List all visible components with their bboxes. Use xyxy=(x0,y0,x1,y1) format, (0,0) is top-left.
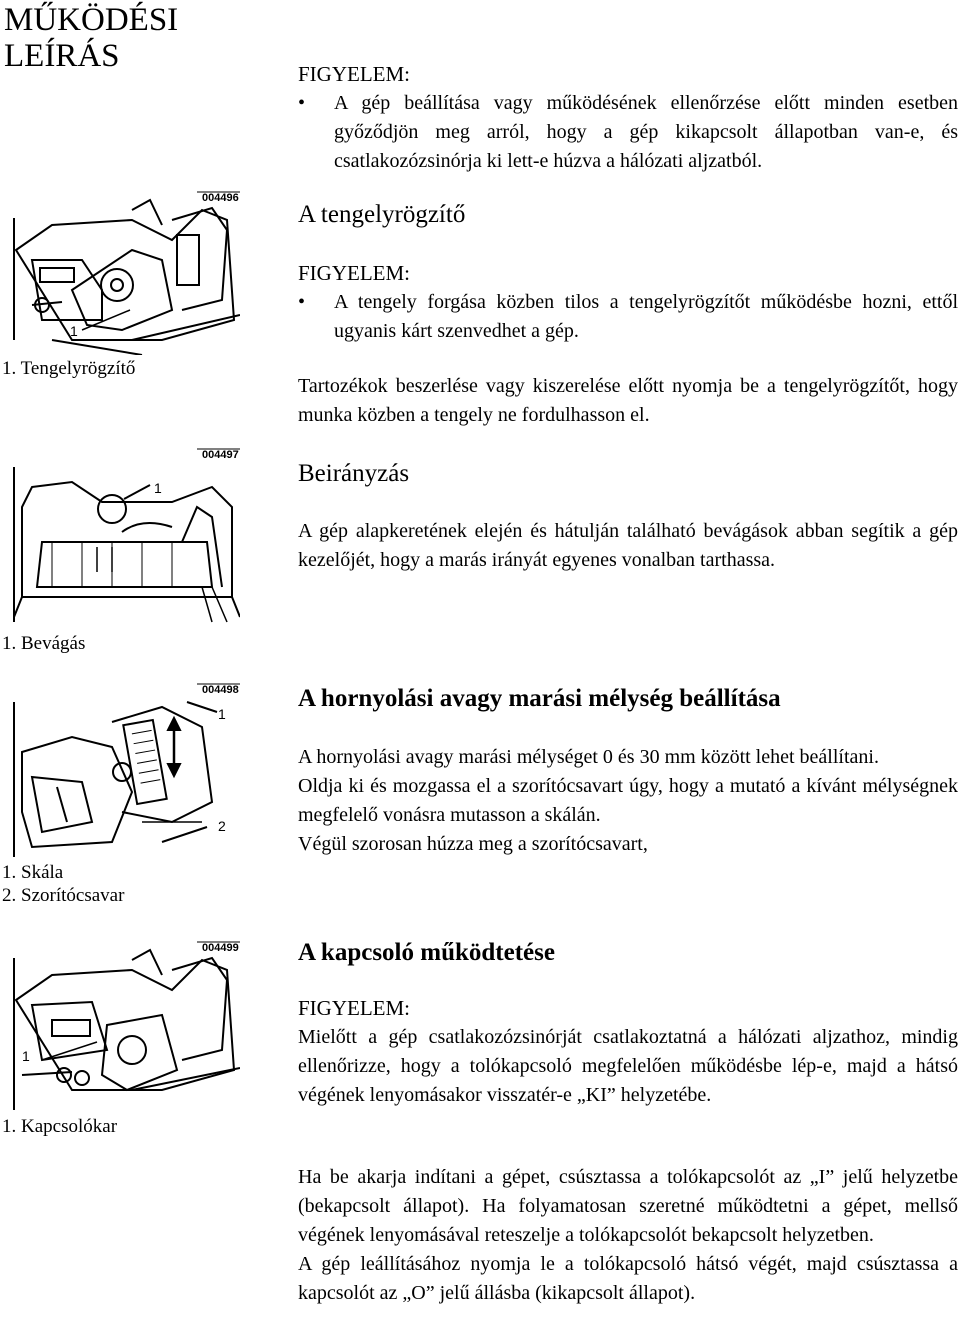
bullet-icon: • xyxy=(298,92,306,114)
figure-caption: 1. Bevágás xyxy=(2,633,86,654)
figure-depth xyxy=(12,682,240,860)
figure-shaft-lock xyxy=(12,190,240,355)
paragraph: Oldja ki és mozgassa el a szorítócsavart úgy, hogy a mutató a kívánt mélységnek megfelelő vonásra mutasson a skálán. xyxy=(298,775,958,826)
figure-shaft-lock-drawing xyxy=(12,190,240,355)
paragraph: A gép alapkeretének elején és hátulján található bevágások abban segítik a gép kezelőjét, hogy a marás irányát egyenes vonalban tarthassa. xyxy=(298,520,958,571)
figure-code: 004497 xyxy=(202,449,239,461)
section-heading: Beirányzás xyxy=(298,460,410,487)
page-title-line-1: MŰKÖDÉSI xyxy=(4,2,179,38)
figure-caption: 1. Kapcsolókar xyxy=(2,1116,118,1137)
paragraph: Ha be akarja indítani a gépet, csúsztassa a tolókapcsolót az „I” jelű helyzetbe (bekapcsolt állapot). Ha folyamatosan szeretné működtetni a gépet, mellső végének lenyomásával reteszelje a tolókapcsolót bekapcsolt helyzetben. xyxy=(298,1166,958,1246)
warning-list-item xyxy=(298,89,958,176)
figure-callout: 1 xyxy=(22,1048,30,1064)
section-heading: A hornyolási avagy marási mélység beállítása xyxy=(298,685,781,712)
paragraph: Mielőtt a gép csatlakozózsinórját csatlakoztatná a hálózati aljzathoz, mindig ellenőrizze, hogy a tolókapcsoló megfelelően működésbe lép-e, majd a hátsó végének lenyomásakor visszatér-e „KI” helyzetébe. xyxy=(298,1026,958,1106)
warning-label: FIGYELEM: xyxy=(298,996,410,1020)
paragraph: Tartozékok beszerlése vagy kiszerelése előtt nyomja be a tengelyrögzítőt, hogy munka közben a tengely ne fordulhasson el. xyxy=(298,375,958,426)
figure-alignment-drawing xyxy=(12,447,240,627)
section-switch-body xyxy=(298,1163,958,1308)
section-depth xyxy=(298,684,958,714)
figure-caption: 1. Skála xyxy=(2,862,64,883)
bullet-icon: • xyxy=(298,291,306,313)
section-warning-top xyxy=(298,60,958,176)
section-switch-warning xyxy=(298,994,958,1110)
warning-text: A gép beállítása vagy működésének ellenőrzése előtt minden esetben győződjön meg arról, hogy a gép kikapcsolt állapotban van-e, és csatlakozózsinórja ki lett-e húzva a hálózati aljzatból. xyxy=(334,92,958,172)
warning-list xyxy=(298,288,958,346)
section-shaft-lock-warning xyxy=(298,259,958,346)
section-switch xyxy=(298,938,958,968)
warning-list xyxy=(298,89,958,176)
paragraph: Végül szorosan húzza meg a szorítócsavart, xyxy=(298,833,648,855)
figure-callout: 1 xyxy=(70,323,78,339)
warning-label: FIGYELEM: xyxy=(298,62,410,86)
figure-switch xyxy=(12,940,240,1112)
section-alignment xyxy=(298,459,958,489)
figure-depth-drawing xyxy=(12,682,240,860)
figure-caption: 1. Tengelyrögzítő xyxy=(2,358,136,379)
section-heading: A kapcsoló működtetése xyxy=(298,939,555,966)
page-title xyxy=(4,2,178,74)
paragraph: A gép leállításához nyomja le a tolókapcsoló hátsó végét, majd csúsztassa a kapcsolót az „O” jelű állásba (kikapcsolt állapot). xyxy=(298,1253,958,1304)
figure-callout: 1 xyxy=(154,480,162,496)
page-title-line-2: LEÍRÁS xyxy=(4,38,120,74)
section-shaft-lock-body xyxy=(298,372,958,430)
figure-callout: 2 xyxy=(218,818,226,834)
section-alignment-body xyxy=(298,517,958,575)
figure-code: 004498 xyxy=(202,684,239,696)
figure-caption: 2. Szorítócsavar xyxy=(2,885,125,906)
section-heading: A tengelyrögzítő xyxy=(298,201,466,228)
warning-text: A tengely forgása közben tilos a tengelyrögzítőt működésbe hozni, ettől ugyanis kárt szenvedhet a gép. xyxy=(334,291,958,342)
figure-alignment xyxy=(12,447,240,627)
warning-label: FIGYELEM: xyxy=(298,261,410,285)
figure-code: 004499 xyxy=(202,942,239,954)
paragraph: A hornyolási avagy marási mélységet 0 és 30 mm között lehet beállítani. xyxy=(298,746,879,768)
section-shaft-lock xyxy=(298,200,958,230)
figure-callout: 1 xyxy=(218,706,226,722)
figure-switch-drawing xyxy=(12,940,240,1112)
section-depth-body xyxy=(298,743,958,859)
warning-list-item xyxy=(298,288,958,346)
figure-code: 004496 xyxy=(202,192,239,204)
